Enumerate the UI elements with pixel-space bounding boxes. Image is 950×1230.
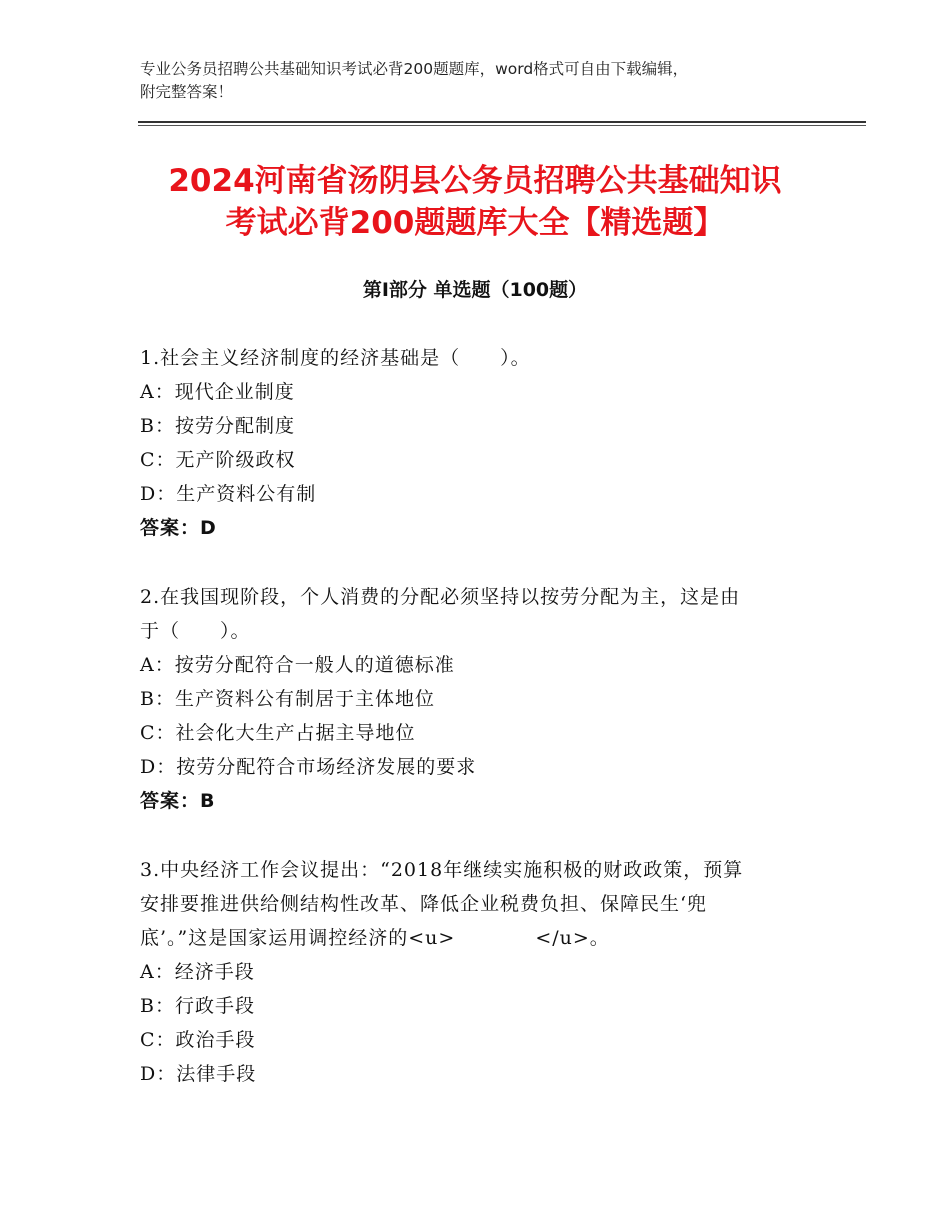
option-a: A：按劳分配符合一般人的道德标准 bbox=[140, 654, 455, 676]
question-2 bbox=[140, 580, 805, 818]
header-note bbox=[140, 58, 840, 104]
option-c: C：社会化大生产占据主导地位 bbox=[140, 722, 416, 744]
option-d: D：生产资料公有制 bbox=[140, 483, 317, 505]
title-line-2: 考试必背200题题库大全【精选题】 bbox=[225, 205, 725, 241]
header-rule-thick bbox=[138, 121, 866, 123]
question-stem: 3.中央经济工作会议提出：“2018年继续实施积极的财政政策，预算 bbox=[140, 859, 744, 881]
answer: 答案：D bbox=[140, 517, 217, 539]
question-stem: 安排要推进供给侧结构性改革、降低企业税费负担、保障民生‘兜 bbox=[140, 893, 708, 915]
document-title bbox=[90, 160, 860, 244]
option-b: B：按劳分配制度 bbox=[140, 415, 295, 437]
option-d: D：按劳分配符合市场经济发展的要求 bbox=[140, 756, 477, 778]
option-b: B：行政手段 bbox=[140, 995, 255, 1017]
question-stem: 底’。”这是国家运用调控经济的<u> </u>。 bbox=[140, 927, 610, 949]
question-stem: 于（ ）。 bbox=[140, 620, 251, 642]
answer: 答案：B bbox=[140, 790, 216, 812]
title-line-1: 2024河南省汤阴县公务员招聘公共基础知识 bbox=[168, 163, 782, 199]
option-c: C：政治手段 bbox=[140, 1029, 256, 1051]
option-d: D：法律手段 bbox=[140, 1063, 257, 1085]
question-stem: 1.社会主义经济制度的经济基础是（ ）。 bbox=[140, 347, 531, 369]
option-c: C：无产阶级政权 bbox=[140, 449, 296, 471]
question-3 bbox=[140, 853, 805, 1091]
header-note-line-2: 附完整答案！ bbox=[140, 83, 234, 101]
header-note-line-1: 专业公务员招聘公共基础知识考试必背200题题库，word格式可自由下载编辑， bbox=[140, 60, 689, 78]
option-a: A：经济手段 bbox=[140, 961, 255, 983]
header-rule-thin bbox=[138, 125, 866, 126]
option-b: B：生产资料公有制居于主体地位 bbox=[140, 688, 435, 710]
section-title: 第Ⅰ部分 单选题（100题） bbox=[362, 279, 588, 301]
question-stem: 2.在我国现阶段，个人消费的分配必须坚持以按劳分配为主，这是由 bbox=[140, 586, 741, 608]
question-1 bbox=[140, 341, 805, 545]
option-a: A：现代企业制度 bbox=[140, 381, 295, 403]
